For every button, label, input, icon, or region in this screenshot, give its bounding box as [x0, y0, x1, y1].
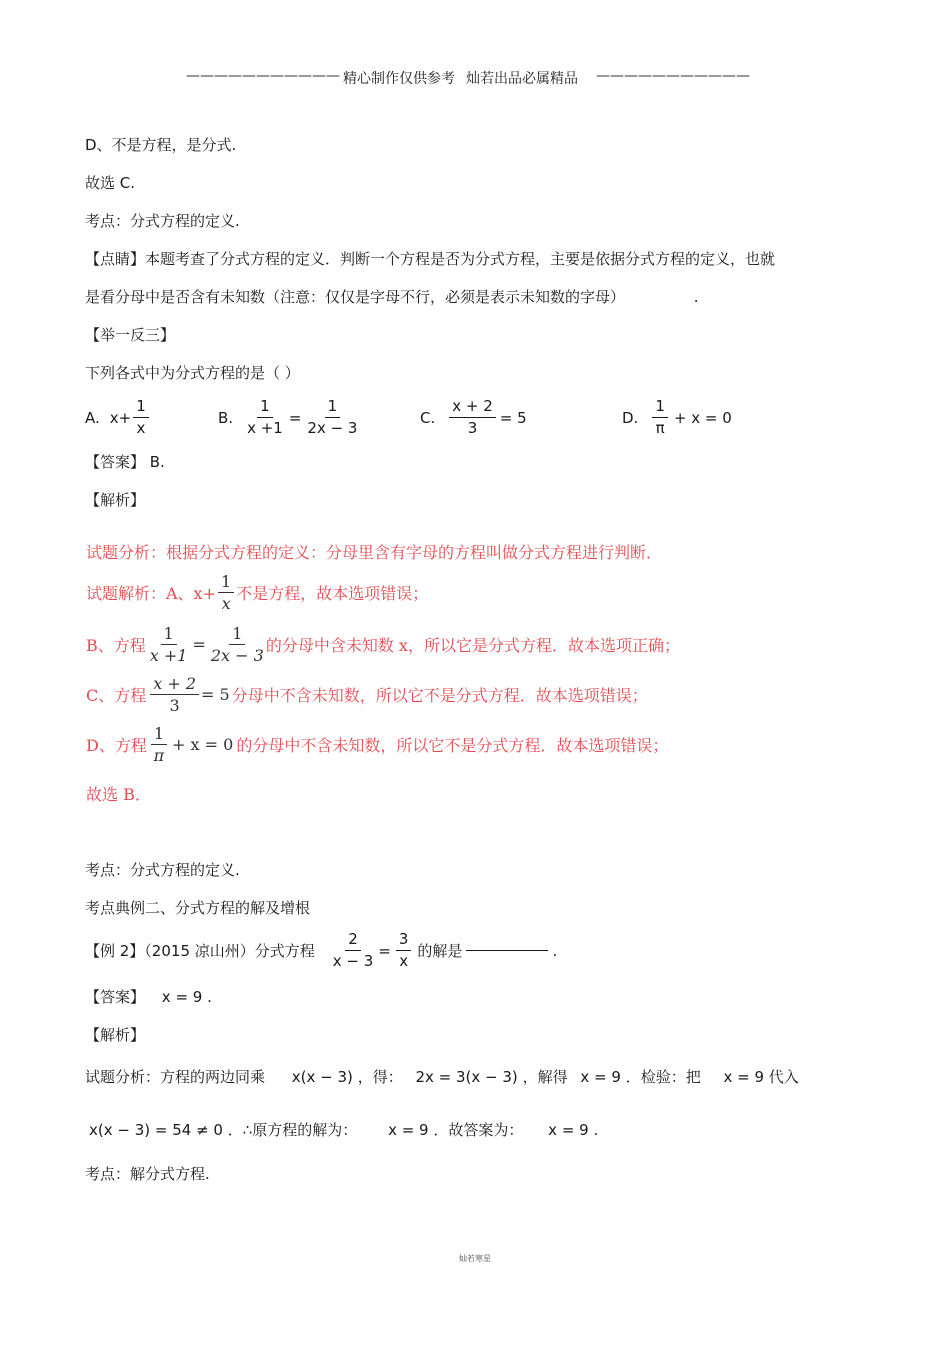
example-2-post: 的解是 [417, 942, 463, 960]
solution-2-text-2: ．故答案为： [433, 1121, 524, 1139]
red-analysis-2-fraction [218, 572, 234, 613]
kaodian-line-2: 考点：分式方程的定义. [85, 861, 240, 879]
red-analysis-2-num: 1 [218, 572, 234, 593]
red-analysis-3 [86, 624, 680, 665]
solution-1-text-4: ．检验：把 [625, 1068, 701, 1086]
example-analysis-heading: 【解析】 [85, 1026, 146, 1044]
red-analysis-3-fraction-2 [211, 624, 264, 665]
red-analysis-5-pre: D、方程 [86, 736, 147, 755]
page-footer: 灿若寒星 [459, 1254, 491, 1263]
solution-1-math-4: x = 9 [723, 1068, 765, 1086]
red-analysis-4-pre: C、方程 [86, 686, 147, 705]
example-2-pre: 【例 2】（2015 凉山州）分式方程 [85, 942, 315, 960]
red-analysis-3-pre: B、方程 [86, 636, 146, 655]
solution-2-text-1: ．∴原方程的解为： [227, 1121, 358, 1139]
practice-question: 下列各式中为分式方程的是（ ） [85, 364, 300, 382]
red-analysis-3-num2: 1 [229, 624, 245, 645]
red-analysis-6: 故选 B． [86, 785, 151, 804]
example-2-end: . [552, 941, 558, 960]
page-header [0, 66, 950, 88]
example-answer-value: x = 9 . [161, 988, 212, 1006]
option-c [420, 397, 527, 438]
option-c-den: 3 [467, 419, 478, 437]
red-analysis-4 [86, 674, 648, 715]
practice-analysis-heading: 【解析】 [85, 491, 146, 509]
red-analysis-5-den: π [153, 746, 165, 765]
red-analysis-5-num: 1 [151, 724, 167, 745]
option-a-den: x [136, 419, 146, 437]
solution-1-text-2: ，得： [357, 1068, 403, 1086]
solution-1-text-3: ，解得 [522, 1068, 568, 1086]
kaodian-line-3: 考点：解分式方程. [85, 1165, 210, 1183]
section-heading: 考点典例二、分式方程的解及增根 [85, 899, 311, 917]
option-d-rhs: + x = 0 [673, 408, 732, 427]
option-d-num: 1 [652, 397, 668, 418]
header-text-1: 精心制作仅供参考 [343, 71, 455, 87]
option-a [85, 397, 151, 438]
option-b-equals: = [288, 408, 302, 427]
red-analysis-4-num: x + 2 [150, 674, 199, 695]
example-2-den2: x [399, 952, 409, 970]
solution-1-math-3: x = 9 [580, 1068, 621, 1086]
option-a-num: 1 [133, 397, 149, 418]
option-d-fraction [652, 397, 668, 438]
option-b-fraction-2 [307, 397, 357, 438]
example-2 [85, 930, 557, 971]
option-c-label: C. [420, 408, 436, 427]
solution-1-math-2: 2x = 3(x − 3) [415, 1068, 518, 1086]
option-c-rhs: = 5 [499, 408, 527, 427]
dianjing-line-1: 【点睛】本题考查了分式方程的定义．判断一个方程是否为分式方程，主要是依据分式方程的定义，也就 [85, 250, 776, 268]
example-2-num1: 2 [345, 930, 361, 951]
option-b-label: B. [218, 408, 234, 427]
option-b [218, 397, 359, 438]
red-analysis-5-post: 的分母中不含未知数，所以它不是分式方程．故本选项错误； [236, 736, 669, 755]
practice-heading: 【举一反三】 [85, 326, 176, 344]
answer-blank [466, 950, 548, 951]
option-c-fraction [449, 397, 496, 438]
practice-answer: 【答案】 B. [85, 453, 165, 471]
header-dashes-right: ——————————— [596, 68, 750, 84]
red-analysis-2 [86, 572, 428, 613]
kaodian-line: 考点：分式方程的定义. [85, 212, 240, 230]
red-analysis-3-fraction-1 [150, 624, 188, 665]
option-d-label: D. [622, 408, 639, 427]
red-analysis-2-pre: 试题解析：A、x+ [86, 584, 216, 603]
solution-line-2 [89, 1120, 598, 1140]
red-analysis-2-post: 不是方程，故本选项错误； [236, 584, 429, 603]
solution-1-text: 试题分析：方程的两边同乘 [85, 1068, 266, 1086]
option-d-den: π [655, 419, 665, 437]
red-analysis-3-post: 的分母中含未知数 x，所以它是分式方程．故本选项正确； [265, 636, 680, 655]
solution-2-math-3: x = 9 [548, 1121, 589, 1139]
solution-line-1 [85, 1067, 799, 1087]
example-2-num2: 3 [396, 930, 412, 951]
example-answer [85, 987, 212, 1007]
choice-line: 故选 C. [85, 174, 136, 192]
solution-2-text-3: . [593, 1121, 599, 1139]
red-analysis-3-equals: = [192, 635, 206, 654]
red-analysis-4-den: 3 [169, 696, 180, 715]
solution-1-math-1: x(x − 3) [291, 1068, 353, 1086]
example-2-den1: x − 3 [332, 952, 374, 970]
solution-2-math-1: x(x − 3) = 54 ≠ 0 [89, 1121, 223, 1139]
red-analysis-1: 试题分析：根据分式方程的定义：分母里含有字母的方程叫做分式方程进行判断． [86, 543, 663, 562]
option-b-num2: 1 [325, 397, 341, 418]
option-a-fraction [133, 397, 149, 438]
red-analysis-4-rhs: = 5 [201, 685, 230, 704]
dianjing-line-2 [85, 287, 699, 307]
header-text-2: 灿若出品必属精品 [466, 71, 578, 87]
red-analysis-4-fraction [150, 674, 199, 715]
option-c-num: x + 2 [449, 397, 496, 418]
option-b-den1: x +1 [247, 419, 283, 437]
option-d-conclusion: D、不是方程，是分式. [85, 136, 237, 154]
red-analysis-5-fraction [151, 724, 167, 765]
header-dashes-left: ——————————— [186, 68, 340, 84]
red-analysis-5-rhs: + x = 0 [172, 735, 234, 754]
option-d [622, 397, 732, 438]
red-analysis-3-num1: 1 [161, 624, 177, 645]
option-b-num1: 1 [257, 397, 273, 418]
example-2-equals: = [378, 941, 391, 960]
red-analysis-3-den1: x +1 [149, 646, 188, 665]
example-2-fraction-2 [396, 930, 412, 971]
option-a-label: A. [85, 408, 100, 427]
red-analysis-4-post: 分母中不含未知数，所以它不是分式方程．故本选项错误； [231, 686, 648, 705]
dianjing-line-2-end: . [693, 288, 699, 306]
solution-2-math-2: x = 9 [388, 1121, 429, 1139]
option-b-fraction-1 [247, 397, 283, 438]
red-analysis-5 [86, 724, 668, 765]
example-answer-label: 【答案】 [85, 988, 146, 1006]
option-b-den2: 2x − 3 [307, 419, 358, 437]
option-a-text: x+ [109, 408, 132, 427]
red-analysis-3-den2: 2x − 3 [210, 646, 264, 665]
red-analysis-2-den: x [221, 594, 231, 613]
solution-1-text-5: 代入 [768, 1068, 799, 1086]
dianjing-line-2-text: 是看分母中是否含有未知数（注意：仅仅是字母不行，必须是表示未知数的字母） [85, 288, 626, 306]
example-2-fraction-1 [333, 930, 374, 971]
